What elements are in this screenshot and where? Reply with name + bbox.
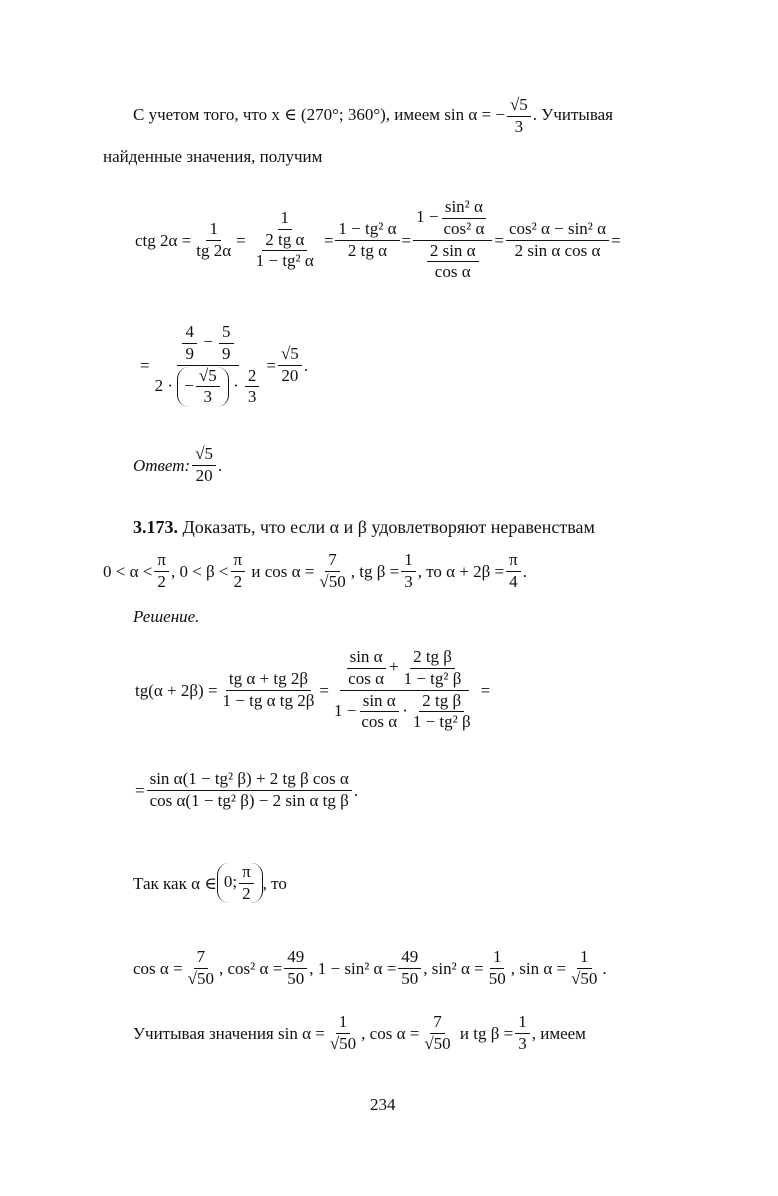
fraction — [506, 551, 521, 591]
problem-text: Доказать, что если α и β удовлетворяют неравенствам — [182, 517, 595, 537]
denominator: 9 — [185, 343, 194, 363]
cond-text: , tg β = — [350, 561, 400, 581]
numerator: √5 — [192, 445, 216, 466]
numerator: 2 — [245, 367, 260, 388]
answer: Ответ: $\frac{√5}{20}$ . — [133, 443, 223, 485]
tg-equation — [135, 635, 490, 745]
last-suffix: , имеем — [531, 1023, 586, 1043]
parenthesis: − $\frac{√5}{3}$ — [177, 367, 228, 407]
numerator: 49 — [398, 948, 421, 969]
equals: = — [319, 680, 329, 700]
ctg-term-1 — [193, 220, 234, 260]
last-line — [133, 1005, 586, 1061]
fraction — [401, 551, 416, 591]
numerator: 1 — [490, 948, 505, 969]
cos2-lhs: , cos² α = — [219, 958, 283, 978]
value-equation: = $\frac{4}{9}$ − $\frac{5}{9}$ 2 · − $\frac{√5}{3}$ · $\frac{2}{3}$ = $\frac{√5}{20}$ . — [140, 322, 309, 407]
fraction — [398, 948, 421, 988]
one-minus-lhs: , 1 − sin² α = — [309, 958, 397, 978]
ctg-term-2 — [248, 209, 322, 271]
answer-label: Ответ: — [133, 455, 191, 475]
numerator: sin α — [347, 648, 386, 669]
denominator: √50 — [329, 1033, 357, 1053]
fraction — [196, 367, 220, 407]
nested-fraction — [440, 198, 487, 238]
numerator: π — [506, 551, 521, 572]
denominator: cos α — [434, 262, 471, 282]
ctg-term-5 — [506, 220, 609, 260]
denominator: cos α — [348, 668, 384, 688]
ctg-term-3 — [335, 220, 399, 260]
cond-text: , то α + 2β = — [417, 561, 505, 581]
denominator: 2 — [233, 571, 243, 591]
fraction — [154, 551, 169, 591]
denominator: 2 sin α cos α — [514, 240, 601, 260]
numerator: sin² α — [442, 198, 486, 219]
numerator: 1 − tg² α — [335, 220, 399, 241]
fraction — [245, 367, 260, 407]
solution-label: Решение. — [133, 607, 200, 626]
fraction — [515, 1013, 530, 1053]
fraction — [568, 948, 600, 988]
numerator: tg α + tg 2β — [226, 670, 311, 691]
since-line: Так как α ∈ 0; $\frac{\pi}{2}$ , то — [133, 861, 287, 903]
equals: = — [611, 230, 621, 250]
denominator: cos² α — [443, 218, 485, 238]
denominator: 1 − $\frac{\text{sin α}}{\text{cos α}}$ · $\frac{\text{2 tg β}}{\text{1 − tg² β}}$ — [331, 691, 479, 732]
last-and: и tg β = — [459, 1023, 514, 1043]
numerator: π — [239, 863, 254, 884]
numerator: 2 tg β — [410, 648, 455, 669]
denominator: 1 − tg² β — [403, 668, 462, 688]
numerator: sin α(1 − tg² β) + 2 tg β cos α — [147, 770, 352, 791]
numerator — [177, 323, 238, 365]
denominator: 3 — [247, 387, 257, 407]
numerator: 2 tg β — [419, 692, 464, 713]
sin2-lhs: , sin² α = — [423, 958, 484, 978]
answer-fraction — [192, 445, 216, 485]
numerator: √5 — [507, 96, 531, 117]
numerator: 1 — [401, 551, 416, 572]
numerator: 49 — [284, 948, 307, 969]
denominator: 50 — [287, 968, 305, 988]
numerator: 1 — [336, 1013, 351, 1034]
denominator: 2 tg α — [347, 240, 388, 260]
last-prefix: Учитывая значения sin α = — [133, 1023, 325, 1043]
big-fraction — [152, 323, 265, 407]
tg-lhs: tg(α + 2β) = — [135, 680, 218, 700]
equals: = — [480, 680, 491, 700]
since-text: Так как α ∈ — [133, 873, 217, 893]
problem-number: 3.173. — [133, 517, 178, 537]
factor: 2 · — [154, 375, 174, 395]
denominator: 2 — [157, 571, 166, 591]
denominator: √50 — [424, 1033, 451, 1053]
sin-lhs: , sin α = — [510, 958, 567, 978]
denominator: 20 — [195, 465, 213, 485]
fraction — [410, 692, 474, 732]
one-minus: 1 − — [416, 207, 439, 227]
problem-statement — [133, 518, 595, 536]
numerator: √5 — [278, 345, 302, 366]
interval-start: 0; — [223, 871, 238, 891]
big-fraction — [331, 648, 479, 732]
page-number: 234 — [370, 1095, 396, 1114]
fraction — [486, 948, 509, 988]
fraction — [316, 551, 348, 591]
cond-text: и cos α = — [251, 561, 315, 581]
then-text: то — [271, 873, 287, 893]
denominator: cos α(1 − tg² β) − 2 sin α tg β — [149, 790, 349, 810]
cond-text: 0 < α < — [103, 561, 153, 581]
fraction — [345, 648, 387, 688]
numerator: cos² α − sin² α — [506, 220, 609, 241]
numerator: 7 — [194, 948, 209, 969]
numerator: √5 — [196, 367, 220, 388]
numerator: 1 — [278, 209, 293, 230]
fraction — [421, 1013, 453, 1053]
fraction — [185, 948, 217, 988]
nested-fraction — [253, 231, 317, 271]
numerator — [413, 198, 492, 240]
denominator — [422, 241, 484, 282]
denominator: 20 — [281, 365, 299, 385]
denominator: √50 — [319, 571, 346, 591]
equals: = — [135, 780, 145, 800]
denominator: tg 2α — [196, 240, 232, 260]
fraction — [358, 692, 400, 732]
denominator: 50 — [488, 968, 506, 988]
equals: = — [140, 355, 150, 375]
numerator: 1 — [515, 1013, 530, 1034]
fraction — [147, 770, 352, 810]
fraction — [284, 948, 307, 988]
fraction — [219, 323, 234, 363]
numerator: π — [154, 551, 169, 572]
denominator: 1 − tg α tg 2β — [222, 690, 315, 710]
denominator — [248, 230, 322, 271]
numerator: 5 — [219, 323, 234, 344]
intro-line-1 — [133, 96, 613, 136]
denominator: 1 − tg² β — [412, 712, 471, 732]
denominator: √50 — [571, 968, 598, 988]
denominator: 4 — [509, 571, 518, 591]
denominator: √50 — [187, 968, 214, 988]
denominator: 1 − tg² α — [255, 251, 314, 271]
equals: = — [323, 230, 334, 250]
numerator: 7 — [430, 1013, 445, 1034]
denominator: 9 — [222, 343, 231, 363]
values-line: cos α = $\frac{7}{√50}$ , cos² α = $\frac{49}{50}$ , 1 − sin² α = $\frac{49}{50}$ , sin² α = $\frac{1}{50}$ , sin α = $\frac{1}{√50}$ . — [133, 946, 607, 988]
equals: = — [266, 355, 276, 375]
denominator: 3 — [518, 1033, 527, 1053]
denominator: 3 — [514, 116, 524, 136]
ctg-term-4 — [413, 198, 492, 282]
numerator: 1 — [577, 948, 592, 969]
numerator: 2 sin α — [427, 242, 479, 263]
numerator: 4 — [182, 323, 197, 344]
problem-conditions: 0 < α < $\frac{\pi}{2}$ , 0 < β < $\frac{\pi}{2}$ и cos α = $\frac{7}{√50}$ , tg β = $\frac{1}{3}$ , то α + 2β = $\frac{\pi}{4}$ . — [103, 549, 527, 591]
denominator: cos α — [361, 712, 398, 732]
ctg-equation — [135, 190, 621, 290]
denominator: 50 — [401, 968, 419, 988]
fraction — [507, 96, 531, 136]
denominator: 3 — [203, 387, 213, 407]
minus: − — [203, 332, 213, 352]
equals: = — [236, 230, 246, 250]
equals: = — [401, 230, 412, 250]
fraction — [401, 648, 465, 688]
numerator: π — [231, 551, 246, 572]
numerator: 7 — [325, 551, 340, 572]
intro-text: С учетом того, что x ∈ (270°; 360°), имеем sin α = − — [133, 105, 505, 125]
nested-fraction — [427, 242, 479, 282]
intro-suffix: . Учитывая — [532, 105, 613, 125]
numerator: 2 tg α — [262, 231, 307, 252]
numerator: 1 — [206, 220, 221, 241]
cos-lhs: cos α = — [133, 958, 183, 978]
denominator — [152, 366, 265, 407]
denominator: 3 — [404, 571, 413, 591]
interval — [217, 863, 263, 903]
cond-text: , 0 < β < — [170, 561, 229, 581]
fraction — [239, 863, 254, 903]
result-fraction — [278, 345, 302, 385]
equals: = — [494, 230, 504, 250]
tg-result: = $\frac{\text{sin α(1 − tg² β) + 2 tg β cos α}}{\text{cos α(1 − tg² β) − 2 sin α tg β}}$ . — [135, 768, 358, 810]
intro-line-2: найденные значения, получим — [103, 147, 323, 166]
last-mid: , cos α = — [361, 1023, 420, 1043]
numerator: sin α — [360, 692, 399, 713]
fraction — [220, 670, 318, 710]
ctg-lhs: ctg 2α = — [135, 230, 192, 250]
denominator: 2 — [242, 883, 251, 903]
dot: · — [232, 375, 239, 395]
fraction — [231, 551, 246, 591]
fraction — [327, 1013, 359, 1053]
numerator: $\frac{\text{sin α}}{\text{cos α}}$ + $\frac{\text{2 tg β}}{\text{1 − tg² β}}$ — [340, 648, 469, 690]
fraction — [182, 323, 197, 363]
